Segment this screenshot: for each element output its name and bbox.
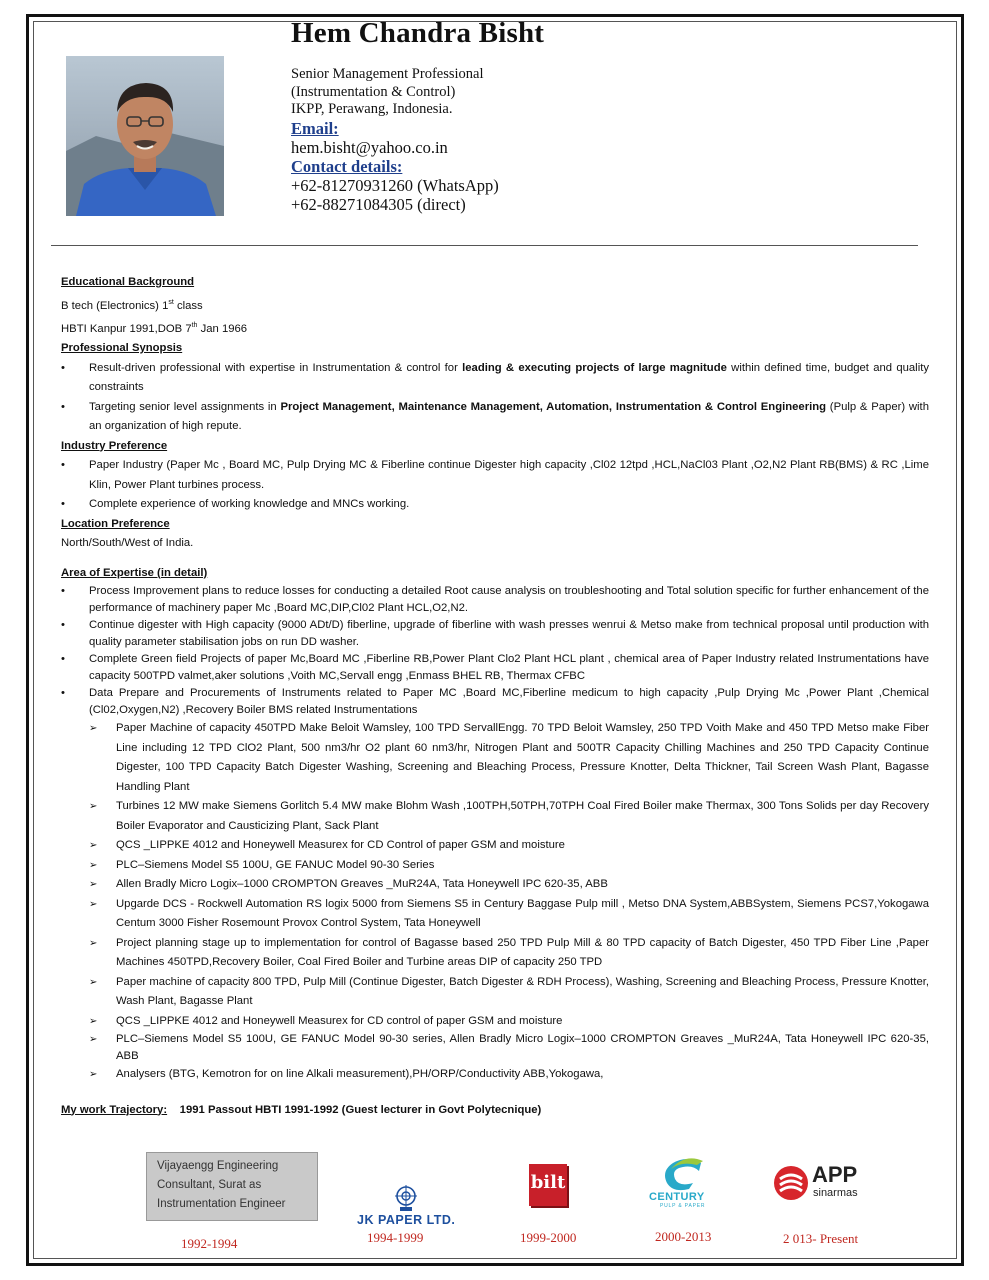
jk-paper-name: JK PAPER LTD. bbox=[357, 1213, 456, 1227]
expertise-heading: Area of Expertise (in detail) bbox=[61, 566, 208, 579]
century-years: 2000-2013 bbox=[655, 1229, 712, 1244]
contact-block bbox=[291, 66, 499, 214]
century-tagline: PULP & PAPER bbox=[660, 1203, 706, 1209]
contact-label: Contact details: bbox=[291, 156, 403, 176]
candidate-name: Hem Chandra Bisht bbox=[291, 17, 545, 49]
list-item: ➢ PLC–Siemens Model S5 100U, GE FANUC Model 90-30 series, Allen Bradly Micro Logix–1000 CROMPTON Greaves _MuR24A, Tata Honeywell IPC 620-35, ABB bbox=[61, 1031, 929, 1065]
app-sinarmas-logo-icon bbox=[773, 1165, 809, 1201]
list-item: ➢ Analysers (BTG, Kemotron for on line Alkali measurement),PH/ORP/Conductivity ABB,Yokogawa, bbox=[61, 1065, 929, 1085]
list-item: • Data Prepare and Procurements of Instruments related to Paper MC ,Board MC,Fiberline medicum to high capacity ,Pulp Drying Mc ,Power Plant ,Chemical (Cl02,Oxygen,N2) ,Recovery Boiler BMS related Instrumentations bbox=[61, 685, 929, 719]
vijayaengg-name: Vijayaengg Engineering bbox=[157, 1160, 279, 1172]
app-years: 2 013- Present bbox=[783, 1231, 859, 1246]
education-institute: HBTI Kanpur 1991,DOB 7th Jan 1966 bbox=[61, 321, 248, 335]
list-item: • Targeting senior level assignments in Project Management, Maintenance Management, Automation, Instrumentation & Control Engineering (Pulp & Paper) with an organization of high repute. bbox=[61, 398, 929, 437]
expertise-list bbox=[61, 583, 929, 719]
profile-photo bbox=[66, 56, 224, 216]
vijayaengg-card bbox=[146, 1152, 318, 1221]
industry-heading: Industry Preference bbox=[61, 439, 168, 452]
list-item: ➢ Upgarde DCS - Rockwell Automation RS logix 5000 from Siemens S5 in Century Baggase Pulp mill , Metso DNA System,ABBSystem, Siemens PCS7,Yokogawa Centum 3000 Fisher Rosemount Provox Control System, Tata Honeywell bbox=[61, 895, 929, 934]
bilt-logo: bilt bbox=[529, 1164, 567, 1206]
list-item: • Result-driven professional with expertise in Instrumentation & control for leading & executing projects of large magnitude within defined time, budget and quality constraints bbox=[61, 359, 929, 398]
phone-direct[interactable]: +62-88271084305 (direct) bbox=[291, 194, 466, 214]
century-logo-icon bbox=[657, 1157, 707, 1193]
work-trajectory: My work Trajectory: 1991 Passout HBTI 1991-1992 (Guest lecturer in Govt Polytecnique) bbox=[61, 1103, 542, 1116]
list-item: ➢ Project planning stage up to implementation for control of Bagasse based 250 TPD Pulp Mill & 80 TPD capacity of Batch Digester, 450 TPD Fiber Line ,Paper Machines 450TPD,Recovery Boiler, Coal Fired Boiler and Turbine areas DIP of capacity 250 TPD bbox=[61, 934, 929, 973]
list-item: ➢ Turbines 12 MW make Siemens Gorlitch 5.4 MW make Blohm Wash ,100TPH,50TPH,70TPH Coal Fired Boiler make Thermax, 300 Tons Solids per day Recovery Boiler Evaporator and Causticizing Plant, Sack Plant bbox=[61, 797, 929, 836]
job-title: Senior Management Professional bbox=[291, 66, 484, 82]
industry-list bbox=[61, 456, 929, 515]
list-item: • Process Improvement plans to reduce losses for conducting a detailed Root cause analysis on troubleshooting and Total solution specific for further enhancement of the performance of machinery paper Mc ,Board MC,DIP,Cl02 Plant HCL,O2,N2. bbox=[61, 583, 929, 617]
jk-paper-years: 1994-1999 bbox=[367, 1230, 424, 1245]
expertise-sublist bbox=[61, 719, 929, 1085]
email-address[interactable]: hem.bisht@yahoo.co.in bbox=[291, 137, 448, 157]
century-name: CENTURY bbox=[649, 1191, 705, 1203]
list-item: • Complete experience of working knowledge and MNCs working. bbox=[61, 495, 929, 515]
header-divider bbox=[51, 245, 918, 246]
list-item: ➢ QCS _LIPPKE 4012 and Honeywell Measurex for CD Control of paper GSM and moisture bbox=[61, 836, 929, 856]
list-item: • Paper Industry (Paper Mc , Board MC, Pulp Drying MC & Fiberline continue Digester high capacity ,Cl02 12tpd ,HCL,NaCl03 Plant ,O2,N2 Plant RB(BMS) & RC ,Lime Klin, Power Plant turbines process. bbox=[61, 456, 929, 495]
job-specialty: (Instrumentation & Control) bbox=[291, 83, 456, 100]
email-label: Email: bbox=[291, 118, 339, 138]
list-item: • Complete Green field Projects of paper Mc,Board MC ,Fiberline RB,Power Plant Clo2 Plant HCL plant , chemical area of Paper Industry related Instrumentations have capacity 500TPD valmet,aker solutions ,Voith MC,Servall engg ,Enmass BHEL RB, Thermax CFBC bbox=[61, 651, 929, 685]
vijayaengg-location: Consultant, Surat as bbox=[157, 1179, 262, 1191]
synopsis-heading: Professional Synopsis bbox=[61, 342, 183, 355]
list-item: ➢ Paper machine of capacity 800 TPD, Pulp Mill (Continue Digester, Batch Digester & RDH Process), Washing, Screening and Bleaching Process, Pressure Knotter, Wash Plant, Bagasse Plant bbox=[61, 973, 929, 1012]
education-heading: Educational Background bbox=[61, 276, 195, 288]
app-subname: sinarmas bbox=[813, 1187, 858, 1199]
vijayaengg-role: Instrumentation Engineer bbox=[157, 1198, 286, 1210]
list-item: ➢ QCS _LIPPKE 4012 and Honeywell Measurex for CD control of paper GSM and moisture bbox=[61, 1012, 929, 1032]
list-item: ➢ PLC–Siemens Model S5 100U, GE FANUC Model 90-30 Series bbox=[61, 856, 929, 876]
jk-paper-logo-icon bbox=[393, 1184, 419, 1212]
vijayaengg-years: 1992-1994 bbox=[181, 1236, 238, 1251]
list-item: • Continue digester with High capacity (9000 ADt/D) fiberline, upgrade of fiberline with wash presses wenrui & Metso make from technical proposal until production with quality parameter stabilisation jobs on run DD washer. bbox=[61, 617, 929, 651]
education-degree: B tech (Electronics) 1st class bbox=[61, 298, 203, 312]
location-text: North/South/West of India. bbox=[61, 537, 194, 550]
job-location: IKPP, Perawang, Indonesia. bbox=[291, 101, 453, 118]
resume-body bbox=[61, 273, 929, 1120]
location-heading: Location Preference bbox=[61, 517, 170, 530]
list-item: ➢ Allen Bradly Micro Logix–1000 CROMPTON Greaves _MuR24A, Tata Honeywell IPC 620-35, ABB bbox=[61, 875, 929, 895]
profile-photo-image bbox=[66, 56, 224, 216]
list-item: ➢ Paper Machine of capacity 450TPD Make Beloit Wamsley, 100 TPD ServallEngg. 70 TPD Beloit Wamsley, 250 TPD Voith Make and 450 TPD Metso make Fiber Line including 12 TPD ClO2 Plant, 500 nm3/hr O2 plant 60 nm3/hr, Nitrogen Plant and 500TR Capacity Chilling Machines and 250 TPD Capacity Continue Digester, 100 TPD Capacity Batch Digester Washing, Screening and Bleaching Process, Pressure Knotter, Delta Thickner, Tail Screen Wash Plant, Bagasse Handling Plant bbox=[61, 719, 929, 797]
bilt-years: 1999-2000 bbox=[520, 1230, 577, 1245]
employer-timeline bbox=[0, 1140, 989, 1260]
phone-whatsapp[interactable]: +62-81270931260 (WhatsApp) bbox=[291, 175, 499, 195]
app-name: APP bbox=[812, 1162, 858, 1187]
synopsis-list bbox=[61, 359, 929, 437]
